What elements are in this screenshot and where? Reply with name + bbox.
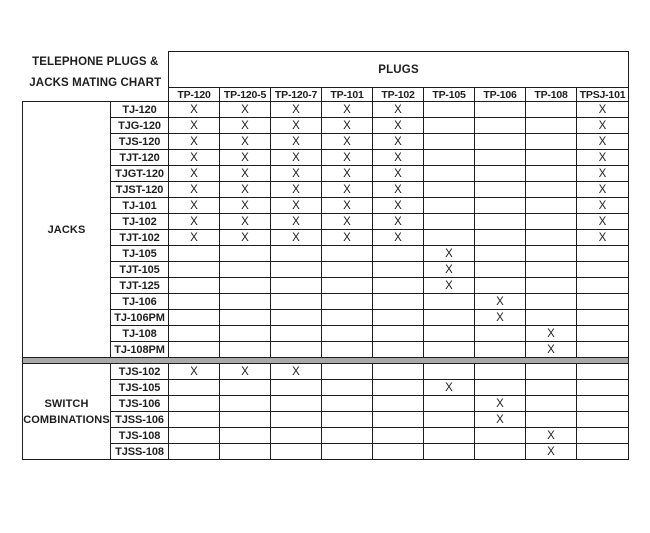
group-label-switch-combinations bbox=[23, 364, 111, 460]
mark-cell-empty bbox=[271, 310, 322, 326]
mark-cell-empty bbox=[475, 166, 526, 182]
mark-cell-empty bbox=[220, 428, 271, 444]
table-row-tjss-108 bbox=[23, 444, 629, 460]
mark-cell-x: X bbox=[169, 214, 220, 230]
table-row-tjs-106 bbox=[23, 396, 629, 412]
mark-cell-x: X bbox=[424, 262, 475, 278]
mark-cell-x: X bbox=[526, 428, 577, 444]
mark-cell-empty bbox=[373, 412, 424, 428]
row-label-tj-120: TJ-120 bbox=[111, 102, 169, 118]
mark-cell-empty bbox=[373, 396, 424, 412]
mark-cell-x: X bbox=[169, 102, 220, 118]
mark-cell-x: X bbox=[475, 412, 526, 428]
mark-cell-empty bbox=[424, 118, 475, 134]
mark-cell-empty bbox=[322, 246, 373, 262]
mark-cell-x: X bbox=[424, 246, 475, 262]
table-row-tjs-120 bbox=[23, 134, 629, 150]
column-header-tp-120: TP-120 bbox=[169, 88, 220, 102]
mark-cell-empty bbox=[322, 428, 373, 444]
group-label-line: SWITCH bbox=[44, 397, 89, 410]
mark-cell-empty bbox=[424, 166, 475, 182]
row-label-tj-102: TJ-102 bbox=[111, 214, 169, 230]
chart-title-line-2: JACKS MATING CHART bbox=[29, 76, 162, 89]
mark-cell-empty bbox=[220, 380, 271, 396]
mark-cell-x: X bbox=[220, 166, 271, 182]
mark-cell-empty bbox=[271, 326, 322, 342]
table-row-tj-108 bbox=[23, 326, 629, 342]
mark-cell-x: X bbox=[373, 166, 424, 182]
mark-cell-empty bbox=[475, 444, 526, 460]
mark-cell-empty bbox=[577, 278, 629, 294]
mark-cell-empty bbox=[220, 342, 271, 358]
mark-cell-empty bbox=[373, 342, 424, 358]
mark-cell-x: X bbox=[424, 278, 475, 294]
plugs-header-row bbox=[23, 52, 629, 88]
mark-cell-x: X bbox=[220, 102, 271, 118]
mark-cell-x: X bbox=[577, 214, 629, 230]
mark-cell-empty bbox=[220, 278, 271, 294]
column-header-tp-101: TP-101 bbox=[322, 88, 373, 102]
mark-cell-empty bbox=[373, 326, 424, 342]
mark-cell-empty bbox=[526, 294, 577, 310]
table-row-tjt-120 bbox=[23, 150, 629, 166]
mark-cell-x: X bbox=[526, 342, 577, 358]
mark-cell-empty bbox=[577, 428, 629, 444]
mark-cell-x: X bbox=[577, 198, 629, 214]
mark-cell-empty bbox=[424, 150, 475, 166]
table-row-tjt-125 bbox=[23, 278, 629, 294]
row-label-tjt-102: TJT-102 bbox=[111, 230, 169, 246]
mark-cell-empty bbox=[220, 310, 271, 326]
mark-cell-x: X bbox=[220, 364, 271, 380]
mark-cell-x: X bbox=[373, 214, 424, 230]
mark-cell-empty bbox=[577, 412, 629, 428]
mark-cell-empty bbox=[424, 230, 475, 246]
row-label-tj-101: TJ-101 bbox=[111, 198, 169, 214]
row-label-tjss-108: TJSS-108 bbox=[111, 444, 169, 460]
mark-cell-empty bbox=[322, 326, 373, 342]
mark-cell-empty bbox=[169, 278, 220, 294]
mark-cell-empty bbox=[322, 364, 373, 380]
mark-cell-empty bbox=[169, 380, 220, 396]
mark-cell-empty bbox=[373, 364, 424, 380]
mark-cell-empty bbox=[526, 278, 577, 294]
mark-cell-x: X bbox=[373, 182, 424, 198]
mark-cell-x: X bbox=[220, 198, 271, 214]
row-label-tj-105: TJ-105 bbox=[111, 246, 169, 262]
mark-cell-empty bbox=[271, 278, 322, 294]
mark-cell-x: X bbox=[271, 134, 322, 150]
mark-cell-empty bbox=[475, 182, 526, 198]
mark-cell-empty bbox=[526, 198, 577, 214]
mark-cell-x: X bbox=[271, 182, 322, 198]
mark-cell-x: X bbox=[169, 134, 220, 150]
mark-cell-empty bbox=[169, 246, 220, 262]
mark-cell-x: X bbox=[322, 182, 373, 198]
mark-cell-empty bbox=[424, 294, 475, 310]
mark-cell-x: X bbox=[373, 198, 424, 214]
mark-cell-x: X bbox=[322, 166, 373, 182]
mark-cell-empty bbox=[373, 246, 424, 262]
mark-cell-x: X bbox=[475, 310, 526, 326]
table-row-tj-102 bbox=[23, 214, 629, 230]
mark-cell-empty bbox=[526, 182, 577, 198]
mark-cell-x: X bbox=[373, 102, 424, 118]
mark-cell-empty bbox=[322, 444, 373, 460]
mark-cell-empty bbox=[322, 294, 373, 310]
mark-cell-empty bbox=[577, 444, 629, 460]
mark-cell-empty bbox=[475, 428, 526, 444]
plugs-group-header: PLUGS bbox=[169, 52, 629, 88]
group-label-jacks bbox=[23, 102, 111, 358]
mark-cell-x: X bbox=[526, 326, 577, 342]
mark-cell-x: X bbox=[169, 166, 220, 182]
mark-cell-empty bbox=[169, 310, 220, 326]
mark-cell-x: X bbox=[271, 364, 322, 380]
mark-cell-empty bbox=[424, 396, 475, 412]
mark-cell-empty bbox=[577, 294, 629, 310]
row-label-tjgt-120: TJGT-120 bbox=[111, 166, 169, 182]
column-header-tp-105: TP-105 bbox=[424, 88, 475, 102]
mark-cell-x: X bbox=[475, 294, 526, 310]
mark-cell-empty bbox=[475, 246, 526, 262]
mark-cell-empty bbox=[424, 412, 475, 428]
mark-cell-empty bbox=[220, 444, 271, 460]
mark-cell-empty bbox=[271, 246, 322, 262]
mark-cell-empty bbox=[373, 380, 424, 396]
table-row-tjst-120 bbox=[23, 182, 629, 198]
table-header bbox=[23, 52, 629, 102]
mark-cell-x: X bbox=[424, 380, 475, 396]
table-row-tjs-108 bbox=[23, 428, 629, 444]
table-body bbox=[23, 102, 629, 460]
mark-cell-empty bbox=[322, 310, 373, 326]
mark-cell-x: X bbox=[220, 134, 271, 150]
mating-chart-table bbox=[22, 51, 629, 460]
mark-cell-x: X bbox=[322, 102, 373, 118]
mark-cell-x: X bbox=[373, 134, 424, 150]
mark-cell-x: X bbox=[373, 230, 424, 246]
table-row-tj-101 bbox=[23, 198, 629, 214]
mark-cell-empty bbox=[577, 246, 629, 262]
group-label-line: COMBINATIONS bbox=[23, 413, 110, 426]
table-row-tjs-102 bbox=[23, 364, 629, 380]
mark-cell-empty bbox=[220, 294, 271, 310]
mark-cell-empty bbox=[169, 294, 220, 310]
table-row-tjss-106 bbox=[23, 412, 629, 428]
mark-cell-x: X bbox=[169, 364, 220, 380]
table-row-tjg-120 bbox=[23, 118, 629, 134]
mark-cell-empty bbox=[526, 380, 577, 396]
mark-cell-empty bbox=[322, 262, 373, 278]
row-label-tjs-102: TJS-102 bbox=[111, 364, 169, 380]
column-header-tp-102: TP-102 bbox=[373, 88, 424, 102]
mark-cell-x: X bbox=[271, 102, 322, 118]
row-label-tjt-105: TJT-105 bbox=[111, 262, 169, 278]
mark-cell-empty bbox=[169, 428, 220, 444]
mark-cell-x: X bbox=[220, 118, 271, 134]
mark-cell-empty bbox=[373, 262, 424, 278]
mark-cell-empty bbox=[271, 294, 322, 310]
mark-cell-x: X bbox=[373, 150, 424, 166]
mark-cell-empty bbox=[475, 230, 526, 246]
mark-cell-empty bbox=[577, 262, 629, 278]
mark-cell-empty bbox=[220, 396, 271, 412]
mark-cell-x: X bbox=[577, 166, 629, 182]
mark-cell-x: X bbox=[169, 150, 220, 166]
mark-cell-empty bbox=[322, 278, 373, 294]
mark-cell-empty bbox=[271, 262, 322, 278]
mark-cell-empty bbox=[475, 364, 526, 380]
mark-cell-x: X bbox=[271, 198, 322, 214]
mark-cell-empty bbox=[424, 364, 475, 380]
mark-cell-x: X bbox=[220, 150, 271, 166]
mark-cell-empty bbox=[322, 412, 373, 428]
mark-cell-empty bbox=[322, 342, 373, 358]
mark-cell-empty bbox=[577, 342, 629, 358]
row-label-tj-108: TJ-108 bbox=[111, 326, 169, 342]
mark-cell-empty bbox=[475, 214, 526, 230]
mark-cell-empty bbox=[526, 102, 577, 118]
mark-cell-x: X bbox=[169, 230, 220, 246]
column-header-tp-106: TP-106 bbox=[475, 88, 526, 102]
mark-cell-empty bbox=[271, 412, 322, 428]
mark-cell-empty bbox=[220, 262, 271, 278]
mark-cell-empty bbox=[475, 262, 526, 278]
mark-cell-x: X bbox=[220, 214, 271, 230]
mark-cell-empty bbox=[424, 182, 475, 198]
mark-cell-empty bbox=[373, 294, 424, 310]
column-header-tpsj-101: TPSJ-101 bbox=[577, 88, 629, 102]
mark-cell-empty bbox=[475, 278, 526, 294]
mark-cell-empty bbox=[322, 396, 373, 412]
mark-cell-x: X bbox=[322, 198, 373, 214]
mark-cell-empty bbox=[526, 364, 577, 380]
table-row-tjs-105 bbox=[23, 380, 629, 396]
mark-cell-empty bbox=[169, 326, 220, 342]
mark-cell-x: X bbox=[169, 182, 220, 198]
chart-title bbox=[23, 52, 169, 94]
row-label-tjs-120: TJS-120 bbox=[111, 134, 169, 150]
mark-cell-empty bbox=[271, 396, 322, 412]
mark-cell-empty bbox=[577, 380, 629, 396]
mark-cell-empty bbox=[220, 412, 271, 428]
mark-cell-empty bbox=[424, 310, 475, 326]
column-header-tp-108: TP-108 bbox=[526, 88, 577, 102]
mark-cell-empty bbox=[424, 342, 475, 358]
corner-title-cell bbox=[23, 52, 169, 102]
row-label-tjs-106: TJS-106 bbox=[111, 396, 169, 412]
table-row-tj-108pm bbox=[23, 342, 629, 358]
mark-cell-empty bbox=[373, 444, 424, 460]
mark-cell-empty bbox=[526, 396, 577, 412]
mark-cell-x: X bbox=[271, 118, 322, 134]
mark-cell-empty bbox=[424, 444, 475, 460]
mark-cell-empty bbox=[169, 396, 220, 412]
mark-cell-empty bbox=[526, 166, 577, 182]
mark-cell-empty bbox=[271, 342, 322, 358]
mark-cell-empty bbox=[526, 150, 577, 166]
row-label-tj-108pm: TJ-108PM bbox=[111, 342, 169, 358]
mark-cell-empty bbox=[424, 198, 475, 214]
mark-cell-x: X bbox=[322, 150, 373, 166]
mark-cell-empty bbox=[475, 150, 526, 166]
mark-cell-empty bbox=[577, 396, 629, 412]
mark-cell-empty bbox=[373, 310, 424, 326]
mark-cell-empty bbox=[373, 278, 424, 294]
mark-cell-empty bbox=[220, 326, 271, 342]
group-label-line: JACKS bbox=[47, 223, 86, 236]
mark-cell-x: X bbox=[577, 118, 629, 134]
table-row-tj-106 bbox=[23, 294, 629, 310]
mark-cell-empty bbox=[169, 262, 220, 278]
mark-cell-empty bbox=[526, 118, 577, 134]
mark-cell-empty bbox=[526, 134, 577, 150]
column-header-tp-120-7: TP-120-7 bbox=[271, 88, 322, 102]
mark-cell-x: X bbox=[220, 182, 271, 198]
mark-cell-empty bbox=[322, 380, 373, 396]
mark-cell-empty bbox=[526, 310, 577, 326]
row-label-tjst-120: TJST-120 bbox=[111, 182, 169, 198]
mark-cell-empty bbox=[526, 214, 577, 230]
mark-cell-empty bbox=[475, 198, 526, 214]
mark-cell-empty bbox=[220, 246, 271, 262]
table-row-tj-106pm bbox=[23, 310, 629, 326]
row-label-tj-106: TJ-106 bbox=[111, 294, 169, 310]
mark-cell-empty bbox=[271, 444, 322, 460]
mark-cell-empty bbox=[271, 380, 322, 396]
row-label-tj-106pm: TJ-106PM bbox=[111, 310, 169, 326]
mark-cell-empty bbox=[475, 326, 526, 342]
mark-cell-x: X bbox=[526, 444, 577, 460]
row-label-tjs-105: TJS-105 bbox=[111, 380, 169, 396]
column-header-tp-120-5: TP-120-5 bbox=[220, 88, 271, 102]
table-row-tjt-105 bbox=[23, 262, 629, 278]
mark-cell-empty bbox=[169, 342, 220, 358]
mark-cell-empty bbox=[373, 428, 424, 444]
row-label-tjg-120: TJG-120 bbox=[111, 118, 169, 134]
table-row-tj-120 bbox=[23, 102, 629, 118]
mark-cell-x: X bbox=[322, 118, 373, 134]
row-label-tjs-108: TJS-108 bbox=[111, 428, 169, 444]
mark-cell-x: X bbox=[577, 134, 629, 150]
mark-cell-x: X bbox=[220, 230, 271, 246]
row-label-tjt-125: TJT-125 bbox=[111, 278, 169, 294]
mark-cell-x: X bbox=[271, 166, 322, 182]
row-label-tjss-106: TJSS-106 bbox=[111, 412, 169, 428]
mark-cell-empty bbox=[424, 214, 475, 230]
mark-cell-empty bbox=[577, 310, 629, 326]
mark-cell-x: X bbox=[271, 230, 322, 246]
mark-cell-x: X bbox=[475, 396, 526, 412]
mark-cell-empty bbox=[475, 380, 526, 396]
mark-cell-empty bbox=[169, 444, 220, 460]
mark-cell-empty bbox=[475, 342, 526, 358]
mark-cell-x: X bbox=[373, 118, 424, 134]
mark-cell-empty bbox=[475, 118, 526, 134]
mark-cell-empty bbox=[424, 134, 475, 150]
mark-cell-empty bbox=[271, 428, 322, 444]
mark-cell-empty bbox=[424, 102, 475, 118]
mark-cell-x: X bbox=[271, 150, 322, 166]
mark-cell-empty bbox=[526, 246, 577, 262]
mark-cell-empty bbox=[577, 364, 629, 380]
mark-cell-x: X bbox=[322, 214, 373, 230]
table-row-tjt-102 bbox=[23, 230, 629, 246]
mark-cell-x: X bbox=[169, 118, 220, 134]
mark-cell-empty bbox=[475, 134, 526, 150]
mark-cell-empty bbox=[424, 428, 475, 444]
mark-cell-x: X bbox=[322, 230, 373, 246]
chart-title-line-1: TELEPHONE PLUGS & bbox=[32, 55, 159, 68]
mark-cell-empty bbox=[526, 262, 577, 278]
mark-cell-x: X bbox=[271, 214, 322, 230]
mark-cell-empty bbox=[169, 412, 220, 428]
mark-cell-empty bbox=[526, 230, 577, 246]
mark-cell-x: X bbox=[322, 134, 373, 150]
mark-cell-empty bbox=[577, 326, 629, 342]
mark-cell-empty bbox=[526, 412, 577, 428]
mark-cell-empty bbox=[475, 102, 526, 118]
mark-cell-x: X bbox=[577, 150, 629, 166]
mark-cell-x: X bbox=[577, 102, 629, 118]
table-row-tjgt-120 bbox=[23, 166, 629, 182]
mark-cell-empty bbox=[424, 326, 475, 342]
mark-cell-x: X bbox=[577, 230, 629, 246]
table-row-tj-105 bbox=[23, 246, 629, 262]
row-label-tjt-120: TJT-120 bbox=[111, 150, 169, 166]
mark-cell-x: X bbox=[169, 198, 220, 214]
mark-cell-x: X bbox=[577, 182, 629, 198]
